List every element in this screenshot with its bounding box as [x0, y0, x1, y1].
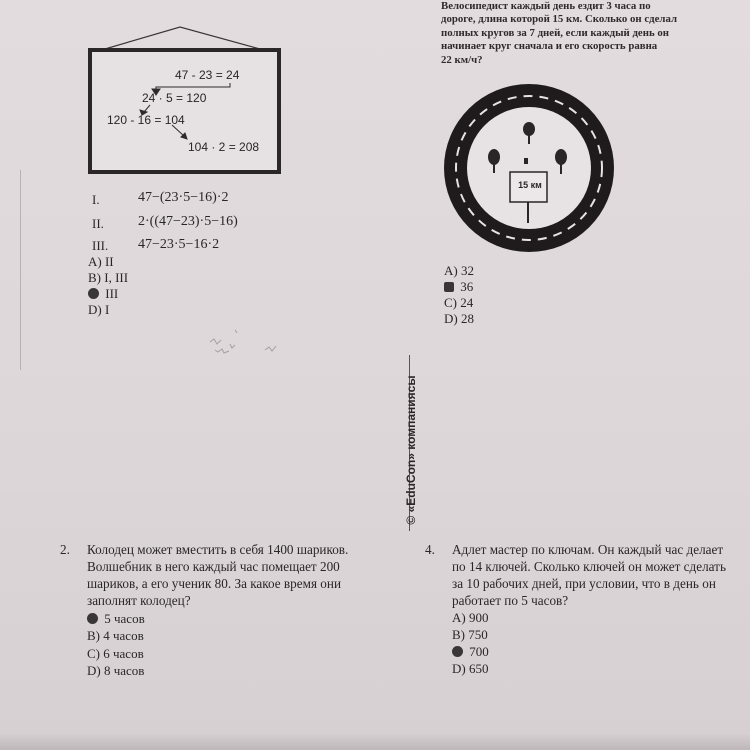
q2-option-d[interactable] — [87, 663, 144, 679]
q3-option-d-letter: D) — [444, 311, 458, 326]
page-bottom-shadow — [0, 733, 750, 750]
q4-option-b[interactable] — [452, 627, 488, 643]
page-edge-line — [20, 170, 21, 370]
q4-text-line-4: работает по 5 часов? — [452, 593, 569, 608]
q3-option-c[interactable] — [444, 295, 473, 311]
q2-option-b-letter: B) — [87, 628, 100, 643]
q3-text-line-2: дороге, длина которой 15 км. Сколько он сделал — [441, 13, 678, 25]
q3-text-line-5: 22 км/ч? — [441, 54, 483, 66]
equation-frame — [88, 48, 281, 174]
q3-text-line-1: Велосипедист каждый день ездит 3 часа по — [441, 0, 651, 12]
q3-option-d-text: 28 — [460, 311, 474, 326]
q2-option-d-letter: D) — [87, 663, 101, 678]
q4-option-d-text: 650 — [468, 661, 489, 676]
q4-option-d-letter: D) — [452, 661, 466, 676]
q1-option-c[interactable] — [88, 286, 118, 302]
expression-1: 47−(23·5−16)·2 — [138, 190, 229, 205]
equation-row-1: 47 - 23 = 24 — [175, 68, 240, 82]
q1-option-a-letter: A) — [88, 254, 102, 269]
q3-option-a-letter: A) — [444, 263, 458, 278]
q2-option-c-text: 6 часов — [103, 646, 144, 661]
q1-option-b-letter: B) — [88, 270, 101, 285]
expression-num-3: III. — [92, 238, 109, 253]
filled-answer-box-icon — [444, 282, 454, 292]
q1-option-c-text: III — [105, 286, 119, 301]
pencil-scribble-marks — [195, 320, 305, 380]
q3-text-line-3: полных кругов за 7 дней, если каждый день он — [441, 27, 669, 39]
q2-option-b-text: 4 часов — [103, 628, 144, 643]
q4-option-c-text: 700 — [469, 644, 489, 659]
expression-num-1: I. — [92, 192, 100, 207]
q2-option-b[interactable] — [87, 628, 144, 644]
q3-option-b[interactable] — [444, 279, 473, 295]
q4-text-line-3: за 10 рабочих дней, при условии, что в день он — [452, 576, 716, 591]
q2-text-line-1: Колодец может вместить в себя 1400 шариков. — [87, 542, 349, 557]
q3-option-a-text: 32 — [460, 263, 474, 278]
q1-option-a[interactable] — [88, 254, 114, 270]
q4-option-b-letter: B) — [452, 627, 465, 642]
q4-option-a-letter: A) — [452, 610, 466, 625]
q2-number: 2. — [60, 542, 70, 557]
equation-row-3: 120 - 16 = 104 — [107, 113, 185, 127]
equation-row-2: 24 · 5 = 120 — [142, 91, 207, 105]
q4-text-line-2: по 14 ключей. Сколько ключей он может сделать — [452, 559, 726, 574]
circular-road-illustration — [440, 82, 620, 257]
filled-answer-bubble-icon — [452, 646, 463, 657]
q1-option-d-text: I — [104, 302, 110, 317]
q3-option-c-letter: C) — [444, 295, 457, 310]
equation-row-4: 104 · 2 = 208 — [188, 140, 260, 154]
q4-text-line-1: Адлет мастер по ключам. Он каждый час делает — [452, 542, 724, 557]
filled-answer-bubble-icon — [87, 613, 98, 624]
filled-answer-bubble-icon — [88, 288, 99, 299]
q3-text-line-4: начинает круг сначала и его скорость равна — [441, 40, 658, 52]
q3-option-c-text: 24 — [460, 295, 474, 310]
q4-option-d[interactable] — [452, 661, 488, 677]
copyright-vertical: © «EduCon» компаниясы — [404, 375, 418, 525]
q2-option-a[interactable] — [87, 611, 145, 627]
q2-text-line-2: Волшебник в него каждый час помещает 200 — [87, 559, 340, 574]
expression-2: 2·((47−23)·5−16) — [138, 214, 238, 229]
expression-num-2: II. — [92, 216, 104, 231]
q3-option-d[interactable] — [444, 311, 474, 327]
expression-3: 47−23·5−16·2 — [138, 237, 220, 252]
q4-number: 4. — [425, 542, 435, 557]
q2-option-c-letter: C) — [87, 646, 100, 661]
q4-option-b-text: 750 — [468, 627, 488, 642]
q2-text-line-4: заполнят колодец? — [87, 593, 191, 608]
q2-option-d-text: 8 часов — [103, 663, 145, 678]
q1-option-b-text: I, III — [104, 270, 129, 285]
q2-option-a-text: 5 часов — [104, 611, 145, 626]
q4-option-c[interactable] — [452, 644, 489, 660]
q1-option-d-letter: D) — [88, 302, 102, 317]
distance-sign-label: 15 км — [518, 180, 542, 190]
q2-option-c[interactable] — [87, 646, 144, 662]
q3-option-b-text: 36 — [460, 279, 474, 294]
q4-option-a-text: 900 — [468, 610, 489, 625]
q1-option-d[interactable] — [88, 302, 109, 318]
q3-option-a[interactable] — [444, 263, 474, 279]
q1-option-b[interactable] — [88, 270, 128, 286]
q2-text-line-3: шариков, а его ученик 80. За какое время они — [87, 576, 342, 591]
q1-option-a-text: II — [104, 254, 114, 269]
q4-option-a[interactable] — [452, 610, 488, 626]
